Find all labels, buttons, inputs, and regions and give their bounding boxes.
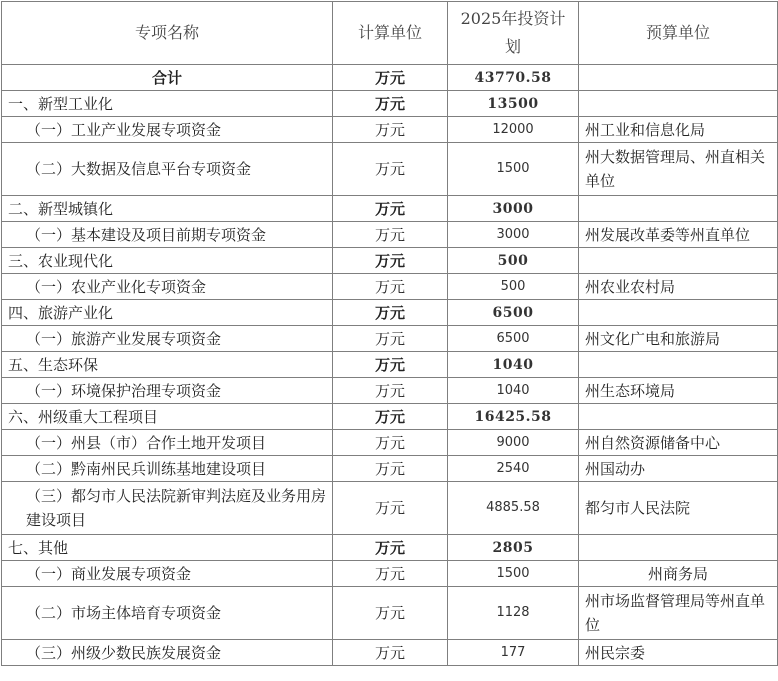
row-name: （一）农业产业化专项资金: [2, 274, 333, 300]
row-unit: 万元: [333, 248, 448, 274]
row-dept: 州发展改革委等州直单位: [579, 222, 778, 248]
row-amount: 1128: [448, 587, 579, 640]
row-amount: 500: [448, 274, 579, 300]
row-amount: 2540: [448, 456, 579, 482]
table-row: [2, 222, 778, 248]
table-row: [2, 430, 778, 456]
table-row: [2, 274, 778, 300]
row-unit: 万元: [333, 352, 448, 378]
row-unit: 万元: [333, 640, 448, 666]
table-row: [2, 378, 778, 404]
row-name: 六、州级重大工程项目: [2, 404, 333, 430]
row-dept: 州文化广电和旅游局: [579, 326, 778, 352]
row-name: 七、其他: [2, 535, 333, 561]
row-amount: 6500: [448, 326, 579, 352]
table-row: [2, 300, 778, 326]
table-row: [2, 535, 778, 561]
row-name: （一）旅游产业发展专项资金: [2, 326, 333, 352]
row-unit: 万元: [333, 482, 448, 535]
total-dept: [579, 65, 778, 91]
row-unit: 万元: [333, 326, 448, 352]
row-unit: 万元: [333, 117, 448, 143]
table-row: [2, 143, 778, 196]
row-amount: 1040: [448, 378, 579, 404]
row-unit: 万元: [333, 196, 448, 222]
table-row: [2, 196, 778, 222]
row-amount: 9000: [448, 430, 579, 456]
row-dept: 州自然资源储备中心: [579, 430, 778, 456]
table-row: [2, 91, 778, 117]
row-dept: [579, 352, 778, 378]
table-row: [2, 248, 778, 274]
total-amount: 43770.58: [448, 65, 579, 91]
header-unit: 计算单位: [333, 2, 448, 65]
row-name: （一）州县（市）合作土地开发项目: [2, 430, 333, 456]
table-row: [2, 640, 778, 666]
table-row: [2, 456, 778, 482]
row-name: （一）工业产业发展专项资金: [2, 117, 333, 143]
row-dept: [579, 248, 778, 274]
row-amount: 16425.58: [448, 404, 579, 430]
row-name: 一、新型工业化: [2, 91, 333, 117]
header-row: [2, 2, 778, 65]
row-name: （二）黔南州民兵训练基地建设项目: [2, 456, 333, 482]
row-name: （三）都匀市人民法院新审判法庭及业务用房建设项目: [2, 482, 333, 535]
row-amount: 500: [448, 248, 579, 274]
row-amount: 1500: [448, 143, 579, 196]
row-unit: 万元: [333, 143, 448, 196]
row-dept: 州国动办: [579, 456, 778, 482]
table-row: [2, 561, 778, 587]
row-amount: 6500: [448, 300, 579, 326]
row-unit: 万元: [333, 378, 448, 404]
row-dept: [579, 196, 778, 222]
row-amount: 12000: [448, 117, 579, 143]
row-unit: 万元: [333, 561, 448, 587]
row-name: 二、新型城镇化: [2, 196, 333, 222]
row-dept: 州市场监督管理局等州直单位: [579, 587, 778, 640]
row-name: （一）环境保护治理专项资金: [2, 378, 333, 404]
row-dept: 州生态环境局: [579, 378, 778, 404]
budget-table: [1, 1, 778, 666]
row-dept: [579, 535, 778, 561]
row-unit: 万元: [333, 456, 448, 482]
row-dept: [579, 300, 778, 326]
row-name: （一）基本建设及项目前期专项资金: [2, 222, 333, 248]
row-name: （二）市场主体培育专项资金: [2, 587, 333, 640]
row-amount: 177: [448, 640, 579, 666]
row-name: （二）大数据及信息平台专项资金: [2, 143, 333, 196]
row-dept: [579, 91, 778, 117]
row-unit: 万元: [333, 587, 448, 640]
row-dept: 州商务局: [579, 561, 778, 587]
row-amount: 3000: [448, 222, 579, 248]
table-row: [2, 326, 778, 352]
header-name: 专项名称: [2, 2, 333, 65]
row-unit: 万元: [333, 300, 448, 326]
row-name: 四、旅游产业化: [2, 300, 333, 326]
total-row: [2, 65, 778, 91]
row-unit: 万元: [333, 222, 448, 248]
row-name: 五、生态环保: [2, 352, 333, 378]
table-row: [2, 404, 778, 430]
row-unit: 万元: [333, 274, 448, 300]
row-unit: 万元: [333, 430, 448, 456]
row-amount: 4885.58: [448, 482, 579, 535]
row-unit: 万元: [333, 91, 448, 117]
header-amount: 2025年投资计划: [448, 2, 579, 65]
row-amount: 13500: [448, 91, 579, 117]
row-amount: 1500: [448, 561, 579, 587]
row-name: （三）州级少数民族发展资金: [2, 640, 333, 666]
total-unit: 万元: [333, 65, 448, 91]
row-dept: [579, 404, 778, 430]
row-dept: 州农业农村局: [579, 274, 778, 300]
total-name: 合计: [2, 65, 333, 91]
table-row: [2, 352, 778, 378]
row-name: （一）商业发展专项资金: [2, 561, 333, 587]
header-dept: 预算单位: [579, 2, 778, 65]
table-row: [2, 117, 778, 143]
row-amount: 2805: [448, 535, 579, 561]
table-row: [2, 482, 778, 535]
row-dept: 州大数据管理局、州直相关单位: [579, 143, 778, 196]
row-name: 三、农业现代化: [2, 248, 333, 274]
row-dept: 州工业和信息化局: [579, 117, 778, 143]
row-dept: 都匀市人民法院: [579, 482, 778, 535]
table-row: [2, 587, 778, 640]
row-dept: 州民宗委: [579, 640, 778, 666]
row-amount: 3000: [448, 196, 579, 222]
row-amount: 1040: [448, 352, 579, 378]
row-unit: 万元: [333, 535, 448, 561]
row-unit: 万元: [333, 404, 448, 430]
